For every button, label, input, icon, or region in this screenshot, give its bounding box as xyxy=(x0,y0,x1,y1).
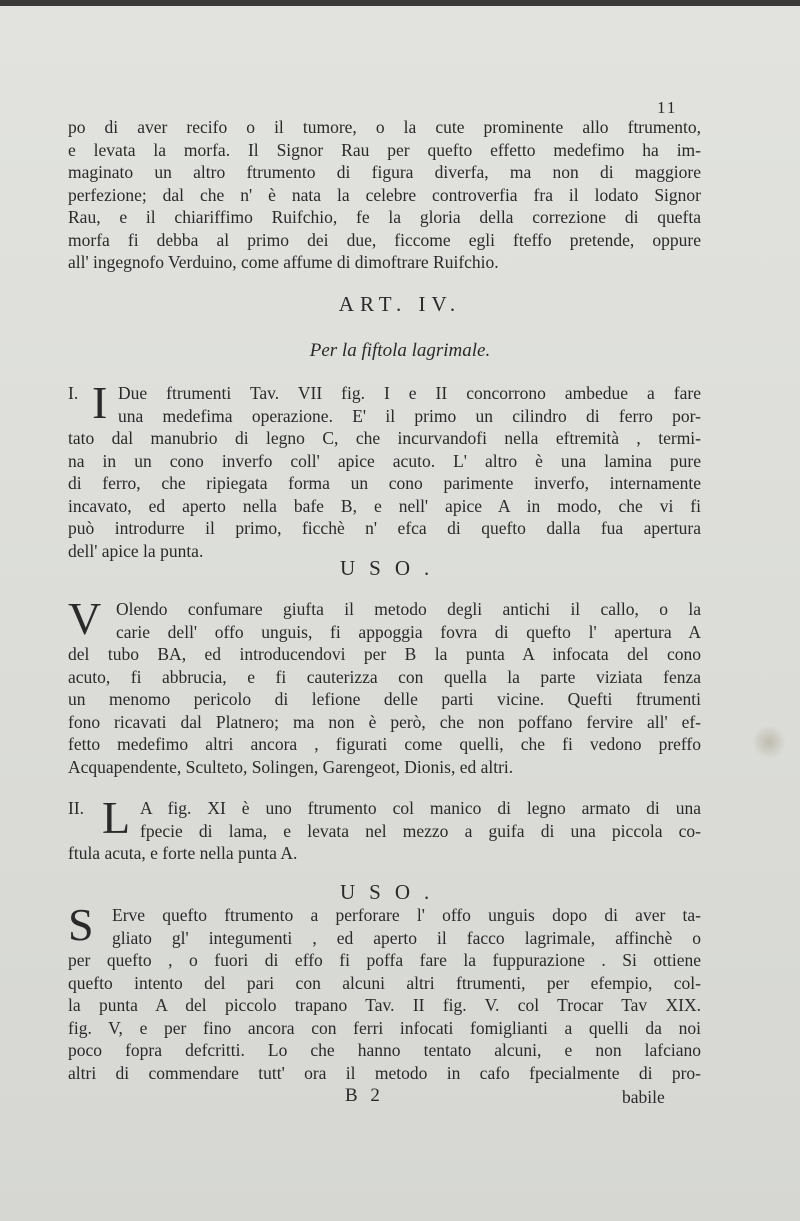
text-line: per quefto , o fuori di effo fi poffa fare la fuppurazione . Si ottiene xyxy=(68,950,701,970)
section-number: I. xyxy=(68,383,79,403)
text-line: A fig. XI è uno ftrumento col manico di legno armato di una xyxy=(140,798,701,818)
text-line: all' ingegnofo Verduino, come affume di dimoftrare Ruifchio. xyxy=(68,252,499,272)
text-line: la punta A del piccolo trapano Tav. II fig. V. col Trocar Tav XIX. xyxy=(68,995,701,1015)
text-line: Olendo confumare giufta il metodo degli antichi il callo, o la xyxy=(116,599,701,619)
text-line: può introdurre il primo, ficchè n' efca di quefto dalla fua apertura xyxy=(68,518,701,538)
text-line: morfa fi debba al primo dei due, ficcome egli fteffo pretende, oppure xyxy=(68,229,701,250)
section-one xyxy=(68,377,701,562)
text-line: tato dal manubrio di legno C, che incurvandofi nella eftremità , termi- xyxy=(68,428,701,448)
catchword: babile xyxy=(622,1087,665,1107)
text-line: gliato gl' integumenti , ed aperto il facco lagrimale, affinchè o xyxy=(112,927,701,948)
text-line: fig. V, e per fino ancora con ferri infocati fomiglianti a quelli da noi xyxy=(68,1017,701,1038)
uso-heading: USO. xyxy=(340,556,444,580)
signature-mark: B 2 xyxy=(345,1085,384,1106)
text-line: fono ricavati dal Platnero; ma non è però, che non poffano fervire all' ef- xyxy=(68,711,701,732)
text-line: carie dell' offo unguis, fi appoggia fovra di quefto l' apertura A xyxy=(116,621,701,642)
uso-heading: USO. xyxy=(340,880,444,904)
uso-section-one xyxy=(68,593,701,778)
drop-cap: V xyxy=(68,593,102,644)
drop-cap: S xyxy=(68,899,94,950)
text-line: ftula acuta, e forte nella punta A. xyxy=(68,843,298,863)
text-line: incavato, ed aperto nella bafe B, e nell' apice A in modo, che vi fi xyxy=(68,495,701,516)
text-line: e levata la morfa. Il Signor Rau per quefto effetto medefimo ha im- xyxy=(68,139,701,160)
drop-cap: I xyxy=(92,377,108,428)
text-line: Due ftrumenti Tav. VII fig. I e II concorrono ambedue a fare xyxy=(118,383,701,403)
text-line: maginato un altro ftrumento di figura diverfa, ma non di maggiore xyxy=(68,162,701,182)
paper-stain xyxy=(752,725,786,759)
text-line: acuto, fi abbrucia, e fi cauterizza con quella la parte viziata fenza xyxy=(68,666,701,687)
text-line: na in un cono inverfo coll' apice acuto. L' altro è una lamina pure xyxy=(68,450,701,471)
text-line: una medefima operazione. E' il primo un cilindro di ferro por- xyxy=(118,405,701,426)
text-line: dell' apice la punta. xyxy=(68,540,204,561)
text-line: po di aver recifo o il tumore, o la cute prominente allo ftrumento, xyxy=(68,117,701,137)
paragraph-continuation xyxy=(68,116,701,274)
text-line: di ferro, che ripiegata forma un cono parimente inverfo, internamente xyxy=(68,473,701,493)
uso-section-two xyxy=(68,899,701,1084)
text-line: fpecie di lama, e levata nel mezzo a guifa di una piccola co- xyxy=(140,820,701,841)
text-line: un menomo pericolo di lefione delle parti vicine. Quefti ftrumenti xyxy=(68,689,701,709)
page-top-edge xyxy=(0,0,800,6)
text-line: Acquapendente, Sculteto, Solingen, Garengeot, Dionis, ed altri. xyxy=(68,756,514,777)
section-number: II. xyxy=(68,798,85,818)
text-line: fetto medefimo altri ancora , figurati come quelli, che fi vedono preffo xyxy=(68,734,701,754)
page-number: 11 xyxy=(657,98,678,117)
section-two xyxy=(68,792,701,865)
drop-cap: L xyxy=(102,792,131,843)
article-heading: ART. IV. xyxy=(338,292,462,316)
text-line: poco fopra defcritti. Lo che hanno tentato alcuni, e non lafciano xyxy=(68,1040,701,1060)
article-subheading: Per la fiftola lagrimale. xyxy=(309,340,491,361)
text-line: altri di commendare tutt' ora il metodo in cafo fpecialmente di pro- xyxy=(68,1062,701,1083)
text-line: Erve quefto ftrumento a perforare l' offo unguis dopo di aver ta- xyxy=(112,905,701,925)
text-line: perfezione; dal che n' è nata la celebre controverfia fra il lodato Signor xyxy=(68,184,701,205)
text-line: quefto intento del pari con alcuni altri ftrumenti, per efempio, col- xyxy=(68,972,701,993)
text-line: Rau, e il chiariffimo Ruifchio, fe la gloria della correzione di quefta xyxy=(68,207,701,227)
text-line: del tubo BA, ed introducendovi per B la punta A infocata del cono xyxy=(68,644,701,664)
